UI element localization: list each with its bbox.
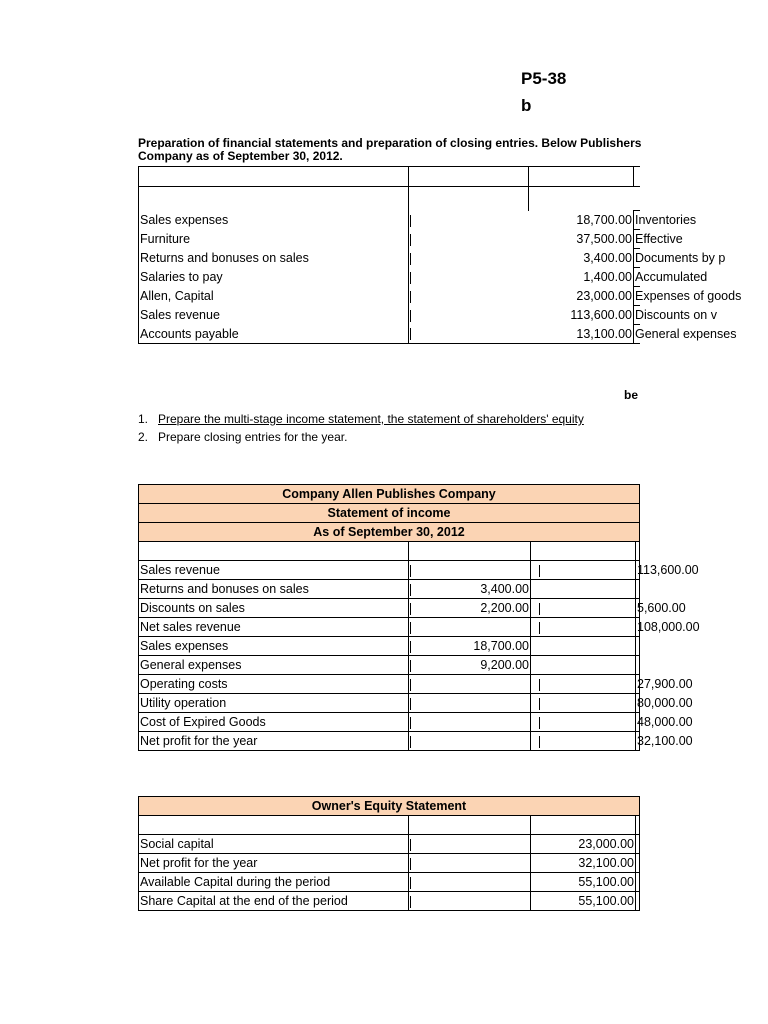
cell-marker [539, 736, 540, 748]
cell-marker [410, 584, 411, 596]
account-name: Salaries to pay [139, 268, 409, 287]
line-label: Sales expenses [139, 637, 409, 656]
account-name-right: Effective [634, 230, 641, 249]
line-subtotal [409, 580, 531, 599]
cell-marker [539, 717, 540, 729]
line-label: Net profit for the year [139, 732, 409, 751]
cell-marker [410, 736, 411, 748]
line-subtotal [409, 561, 531, 580]
table-row [139, 618, 640, 637]
problem-part: b [521, 96, 532, 115]
cell-marker [410, 328, 411, 340]
statement-date: As of September 30, 2012 [139, 523, 640, 542]
trial-balance-table [138, 166, 742, 344]
table-row [139, 873, 640, 892]
line-subtotal [409, 694, 531, 713]
line-subtotal [409, 599, 531, 618]
marker-cell [531, 580, 636, 599]
account-amount: 37,500.00 [576, 232, 632, 246]
account-name-right: Expenses of goods [634, 287, 641, 306]
table-row [139, 211, 641, 230]
line-label: Net sales revenue [139, 618, 409, 637]
table-row [139, 854, 640, 873]
account-amount: 13,100.00 [529, 325, 634, 344]
table-row [139, 732, 640, 751]
marker-cell [409, 287, 529, 306]
marker-cell [531, 694, 636, 713]
marker-cell [409, 211, 529, 230]
marker-cell [531, 656, 636, 675]
table-row [139, 713, 640, 732]
marker-cell [409, 306, 529, 325]
marker-cell [409, 892, 531, 911]
cell-marker [410, 565, 411, 577]
line-total: 27,900.00 [636, 675, 640, 694]
statement-title: Statement of income [139, 504, 640, 523]
account-name: Sales expenses [139, 211, 409, 230]
line-total [636, 637, 640, 656]
table-row [139, 835, 640, 854]
subtotal-value: 18,700.00 [473, 639, 529, 653]
subtotal-value: 9,200.00 [480, 658, 529, 672]
marker-cell [531, 637, 636, 656]
marker-cell [409, 835, 531, 854]
line-subtotal [409, 656, 531, 675]
line-total: 32,100.00 [636, 732, 640, 751]
truncated-text: be [624, 388, 639, 402]
subtotal-value: 3,400.00 [480, 582, 529, 596]
task-text: Prepare closing entries for the year. [158, 430, 348, 444]
table-row [139, 892, 640, 911]
line-total: 48,000.00 [636, 713, 640, 732]
cell-marker [410, 215, 411, 227]
line-amount: 23,000.00 [531, 835, 636, 854]
line-label: Discounts on sales [139, 599, 409, 618]
cell-marker [410, 877, 411, 889]
cell-marker [410, 622, 411, 634]
account-amount: 3,400.00 [583, 251, 632, 265]
line-label: Available Capital during the period [139, 873, 409, 892]
company-name: Company Allen Publishes Company [139, 485, 640, 504]
marker-cell [531, 732, 636, 751]
cell-marker [410, 234, 411, 246]
income-statement-table [138, 484, 700, 751]
problem-code: P5-38 [521, 69, 567, 88]
equity-statement-table [138, 796, 640, 911]
line-label: Share Capital at the end of the period [139, 892, 409, 911]
cell-marker [410, 717, 411, 729]
account-name: Furniture [139, 230, 409, 249]
account-amount: 23,000.00 [576, 289, 632, 303]
cell-marker [539, 565, 540, 577]
table-row [139, 230, 641, 249]
marker-cell [409, 230, 529, 249]
cell-marker [410, 839, 411, 851]
cell-marker [410, 660, 411, 672]
marker-cell [531, 713, 636, 732]
line-label: Net profit for the year [139, 854, 409, 873]
account-name: Returns and bonuses on sales [139, 249, 409, 268]
task-item: 2. Prepare closing entries for the year. [138, 430, 348, 444]
table-row [139, 656, 640, 675]
equity-title: Owner's Equity Statement [139, 797, 640, 816]
line-total: 5,600.00 [636, 599, 640, 618]
line-subtotal [409, 713, 531, 732]
account-amount: 1,400.00 [583, 270, 632, 284]
task-text: Prepare the multi-stage income statement, the statement of shareholders' equity [158, 412, 584, 426]
line-amount: 55,100.00 [531, 892, 636, 911]
table-row [139, 694, 640, 713]
line-label: Social capital [139, 835, 409, 854]
line-total [636, 656, 640, 675]
line-label: Operating costs [139, 675, 409, 694]
line-amount: 32,100.00 [531, 854, 636, 873]
cell-marker [410, 896, 411, 908]
cell-marker [539, 622, 540, 634]
intro-text: Preparation of financial statements and preparation of closing entries. Below Publishers Company as of September 30, 2012. [138, 136, 642, 163]
cell-marker [539, 679, 540, 691]
cell-marker [410, 698, 411, 710]
task-list [138, 410, 584, 446]
cell-marker [410, 679, 411, 691]
account-name: Accounts payable [139, 325, 409, 344]
table-row [139, 675, 640, 694]
line-total: 113,600.00 [636, 561, 640, 580]
empty-cell [636, 892, 640, 911]
table-row [139, 249, 641, 268]
empty-cell [636, 854, 640, 873]
marker-cell [409, 249, 529, 268]
cell-marker [410, 310, 411, 322]
table-row [139, 561, 640, 580]
cell-marker [410, 253, 411, 265]
line-total [636, 580, 640, 599]
account-name: Sales revenue [139, 306, 409, 325]
line-amount: 55,100.00 [531, 873, 636, 892]
marker-cell [409, 854, 531, 873]
account-name-right: Accumulated [634, 268, 641, 287]
marker-cell [531, 561, 636, 580]
line-total: 108,000.00 [636, 618, 640, 637]
line-label: Utility operation [139, 694, 409, 713]
marker-cell [409, 873, 531, 892]
account-amount: 18,700.00 [576, 213, 632, 227]
account-name-right: Discounts on v [634, 306, 641, 325]
line-subtotal [409, 637, 531, 656]
account-amount: 113,600.00 [570, 308, 632, 322]
table-row [139, 637, 640, 656]
empty-cell [636, 873, 640, 892]
line-subtotal [409, 675, 531, 694]
cell-marker [410, 603, 411, 615]
line-label: General expenses [139, 656, 409, 675]
cell-marker [410, 291, 411, 303]
table-row [139, 268, 641, 287]
marker-cell [531, 618, 636, 637]
line-label: Returns and bonuses on sales [139, 580, 409, 599]
line-subtotal [409, 618, 531, 637]
table-row [139, 599, 640, 618]
task-item: 1. Prepare the multi-stage income statement, the statement of shareholders' equity [138, 412, 584, 426]
cell-marker [410, 641, 411, 653]
marker-cell [409, 325, 529, 344]
line-label: Cost of Expired Goods [139, 713, 409, 732]
line-subtotal [409, 732, 531, 751]
cell-marker [539, 698, 540, 710]
table-row [139, 580, 640, 599]
table-row [139, 325, 641, 344]
account-name: Allen, Capital [139, 287, 409, 306]
marker-cell [409, 268, 529, 287]
line-label: Sales revenue [139, 561, 409, 580]
subtotal-value: 2,200.00 [480, 601, 529, 615]
line-total: 80,000.00 [636, 694, 640, 713]
account-name-right: General expenses [634, 325, 641, 344]
cell-marker [410, 272, 411, 284]
table-row [139, 306, 641, 325]
marker-cell [531, 599, 636, 618]
account-name-right: Inventories [634, 211, 641, 230]
empty-cell [636, 835, 640, 854]
table-row [139, 287, 641, 306]
marker-cell [531, 675, 636, 694]
account-name-right: Documents by p [634, 249, 641, 268]
cell-marker [539, 603, 540, 615]
cell-marker [410, 858, 411, 870]
